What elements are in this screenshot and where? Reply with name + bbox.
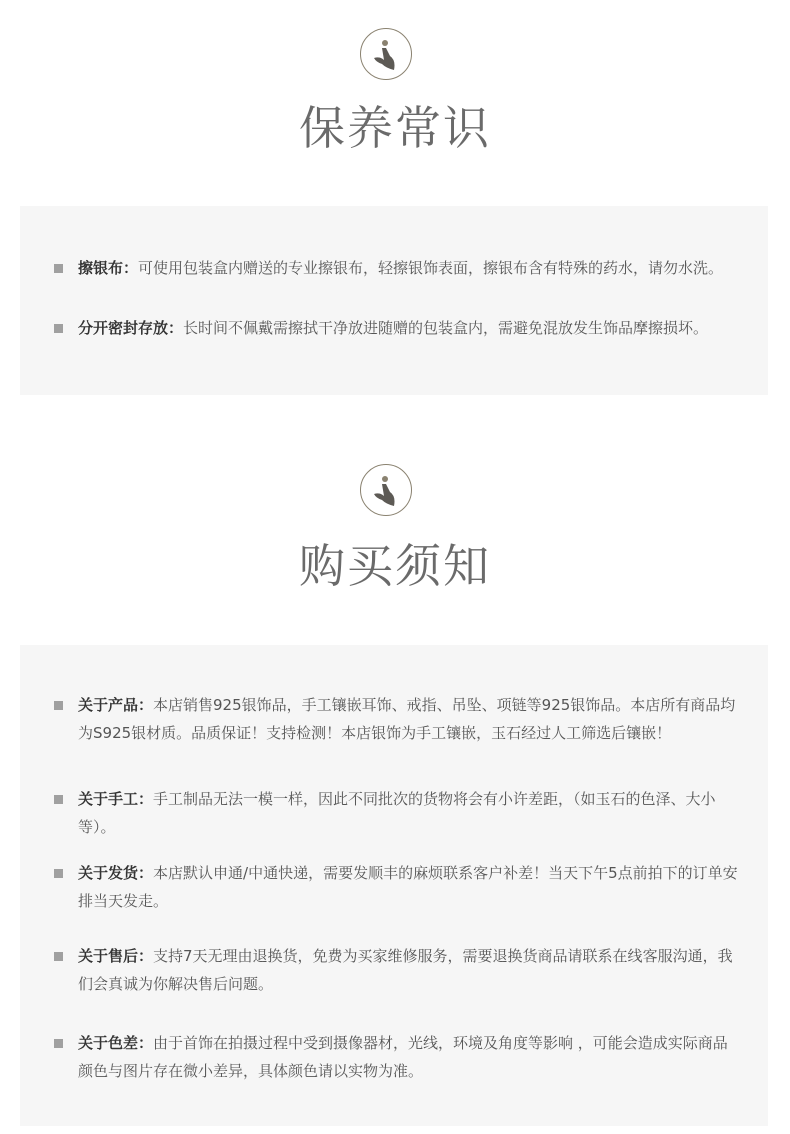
bullet-icon: [54, 324, 63, 333]
hand-flower-logo-icon: [360, 28, 412, 80]
item-text: 由于首饰在拍摄过程中受到摄像器材，光线，环境及角度等影响 ，可能会造成实际商品颜色与图片存在微小差异，具体颜色请以实物为准。: [78, 1034, 728, 1080]
bullet-icon: [54, 1039, 63, 1048]
care-title: 保养常识: [299, 101, 491, 155]
bullet-icon: [54, 869, 63, 878]
bullet-icon: [54, 264, 63, 273]
care-panel: [20, 206, 768, 395]
item-text: 手工制品无法一模一样，因此不同批次的货物将会有小许差距，（如玉石的色泽、大小等）。: [78, 790, 716, 836]
item-label: 关于发货：: [78, 864, 154, 882]
bullet-icon: [54, 795, 63, 804]
care-item: [78, 314, 738, 342]
purchase-item: [78, 1029, 738, 1085]
purchase-item: [78, 691, 738, 747]
item-text: 可使用包装盒内赠送的专业擦银布，轻擦银饰表面，擦银布含有特殊的药水，请勿水洗。: [138, 259, 724, 277]
purchase-panel: [20, 645, 768, 1126]
purchase-item: [78, 859, 738, 915]
purchase-title: 购买须知: [299, 539, 491, 593]
item-label: 关于手工：: [78, 790, 154, 808]
item-label: 关于售后：: [78, 947, 154, 965]
item-text: 支持7天无理由退换货，免费为买家维修服务，需要退换货商品请联系在线客服沟通，我们会真诚为你解决售后问题。: [78, 947, 733, 993]
purchase-item: [78, 942, 738, 998]
item-label: 关于产品：: [78, 696, 154, 714]
item-text: 长时间不佩戴需擦拭干净放进随赠的包装盒内，需避免混放发生饰品摩擦损坏。: [183, 319, 709, 337]
item-label: 关于色差：: [78, 1034, 154, 1052]
bullet-icon: [54, 701, 63, 710]
purchase-item: [78, 785, 738, 841]
bullet-icon: [54, 952, 63, 961]
care-item: [78, 254, 738, 282]
item-text: 本店默认申通/中通快递，需要发顺丰的麻烦联系客户补差！当天下午5点前拍下的订单安排当天发走。: [78, 864, 738, 910]
item-text: 本店销售925银饰品，手工镶嵌耳饰、戒指、吊坠、项链等925银饰品。本店所有商品均为S925银材质。品质保证！支持检测！本店银饰为手工镶嵌，玉石经过人工筛选后镶嵌！: [78, 696, 736, 742]
item-label: 擦银布：: [78, 259, 139, 277]
hand-flower-logo-icon: [360, 464, 412, 516]
item-label: 分开密封存放：: [78, 319, 184, 337]
